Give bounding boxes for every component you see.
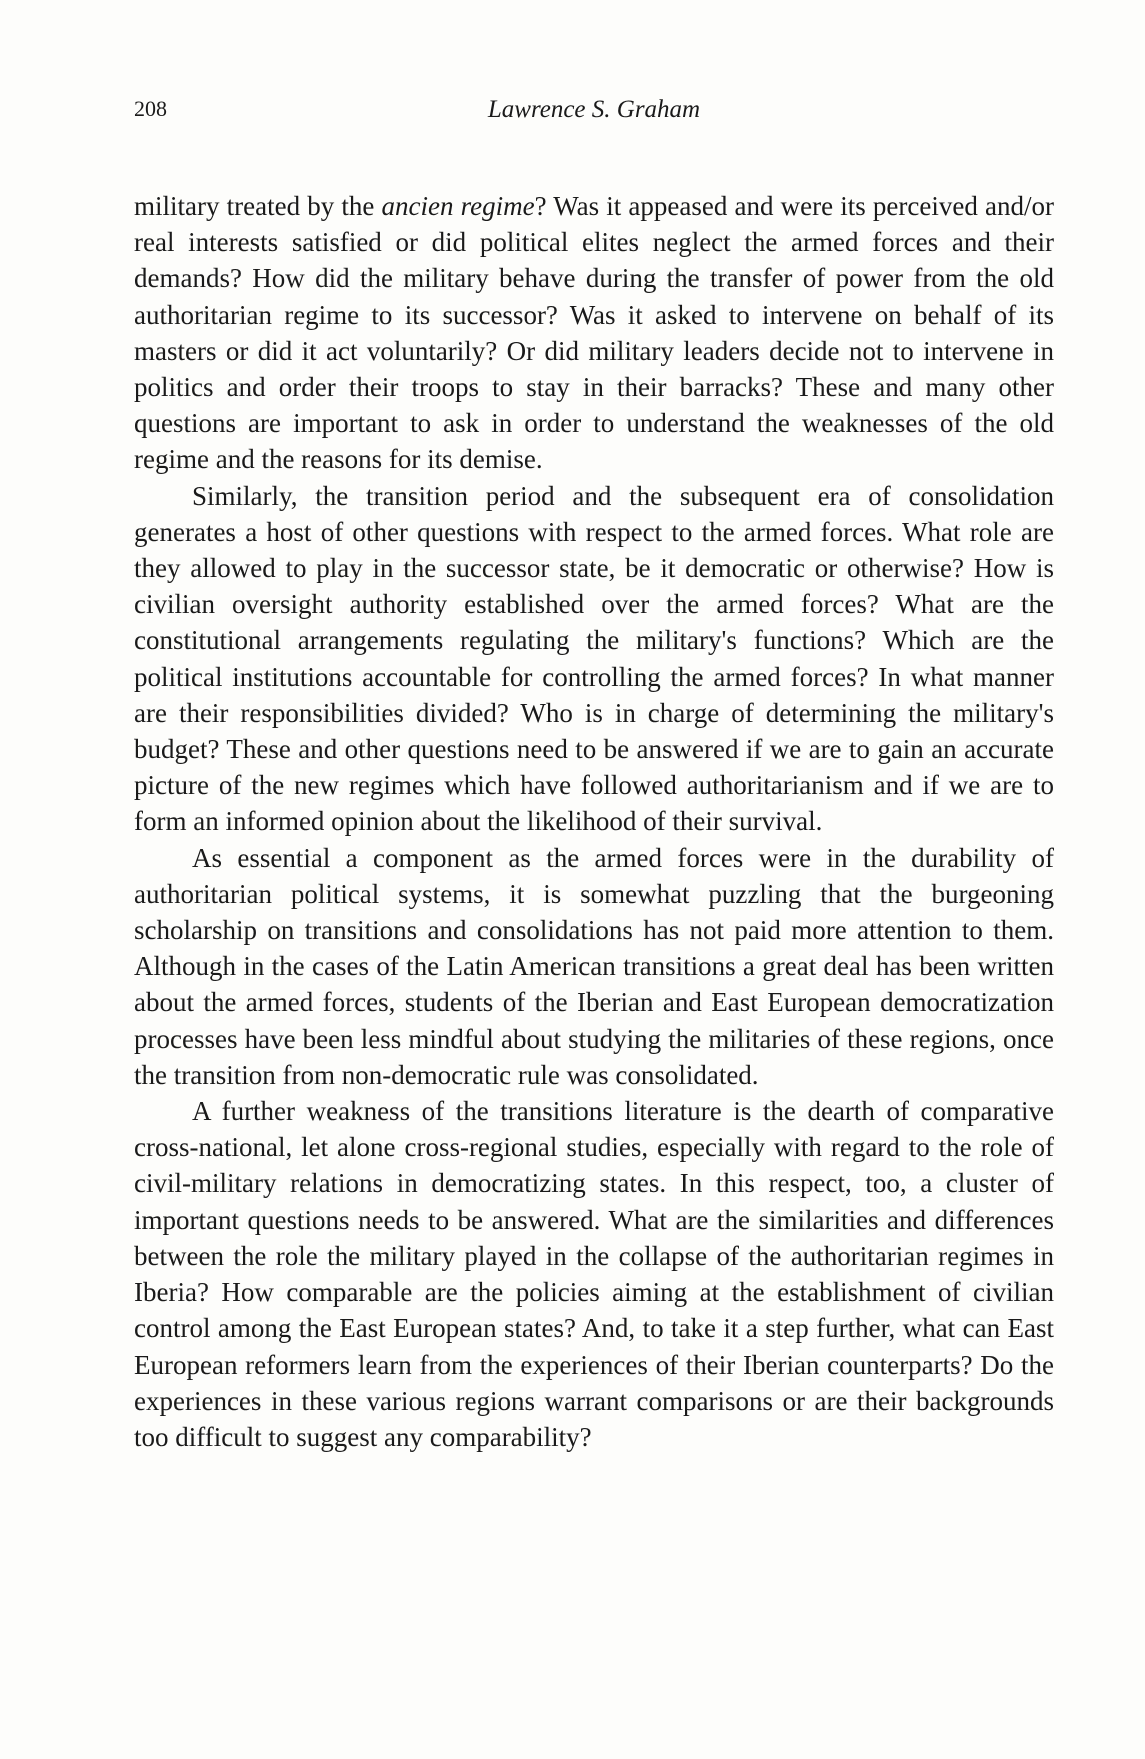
paragraph-1-rest: ? Was it appeased and were its perceived and/or real interests satisfied or did political elites neglect the armed forces and their demands? How did the military behave during the transfer of power from the old authoritarian regime to its successor? Was it asked to intervene on behalf of its masters or did it act voluntarily? Or did military leaders decide not to intervene in politics and order their troops to stay in their barracks? These and many other questions are important to ask in order to understand the weaknesses of the old regime and the reasons for its demise. <box>134 191 1054 475</box>
paragraph-1 <box>134 188 1054 478</box>
paragraph-3: As essential a component as the armed forces were in the durability of authoritarian political systems, it is somewhat puzzling that the burgeoning scholarship on transitions and consolidations has not paid more attention to them. Although in the cases of the Latin American transitions a great deal has been written about the armed forces, students of the Iberian and East European democratization processes have been less mindful about studying the militaries of these regions, once the transition from non-democratic rule was consolidated. <box>134 842 1054 1090</box>
italic-term: ancien regime <box>381 191 535 221</box>
paragraph-1-start: military treated by the <box>134 191 382 221</box>
running-header <box>134 96 1054 126</box>
paragraph-4: A further weakness of the transitions literature is the dearth of comparative cross-national, let alone cross-regional studies, especially with regard to the role of civil-military relations in democratizing states. In this respect, too, a cluster of important questions needs to be answered. What are the similarities and differences between the role the military played in the collapse of the authoritarian regimes in Iberia? How comparable are the policies aiming at the establishment of civilian control among the East European states? And, to take it a step further, what can East European reformers learn from the experiences of their Iberian counterparts? Do the experiences in these various regions warrant comparisons or are their backgrounds too difficult to suggest any comparability? <box>134 1096 1054 1452</box>
running-title: Lawrence S. Graham <box>487 96 701 123</box>
paragraph-2: Similarly, the transition period and the subsequent era of consolidation generates a host of other questions with respect to the armed forces. What role are they allowed to play in the successor state, be it democratic or otherwise? How is civilian oversight authority established over the armed forces? What are the constitutional arrangements regulating the military's functions? Which are the political institutions accountable for controlling the armed forces? In what manner are their responsibilities divided? Who is in charge of determining the military's budget? These and other questions need to be answered if we are to gain an accurate picture of the new regimes which have followed authoritarianism and if we are to form an informed opinion about the likelihood of their survival. <box>134 480 1054 837</box>
page-number: 208 <box>134 96 167 121</box>
body-text <box>134 188 1054 1455</box>
